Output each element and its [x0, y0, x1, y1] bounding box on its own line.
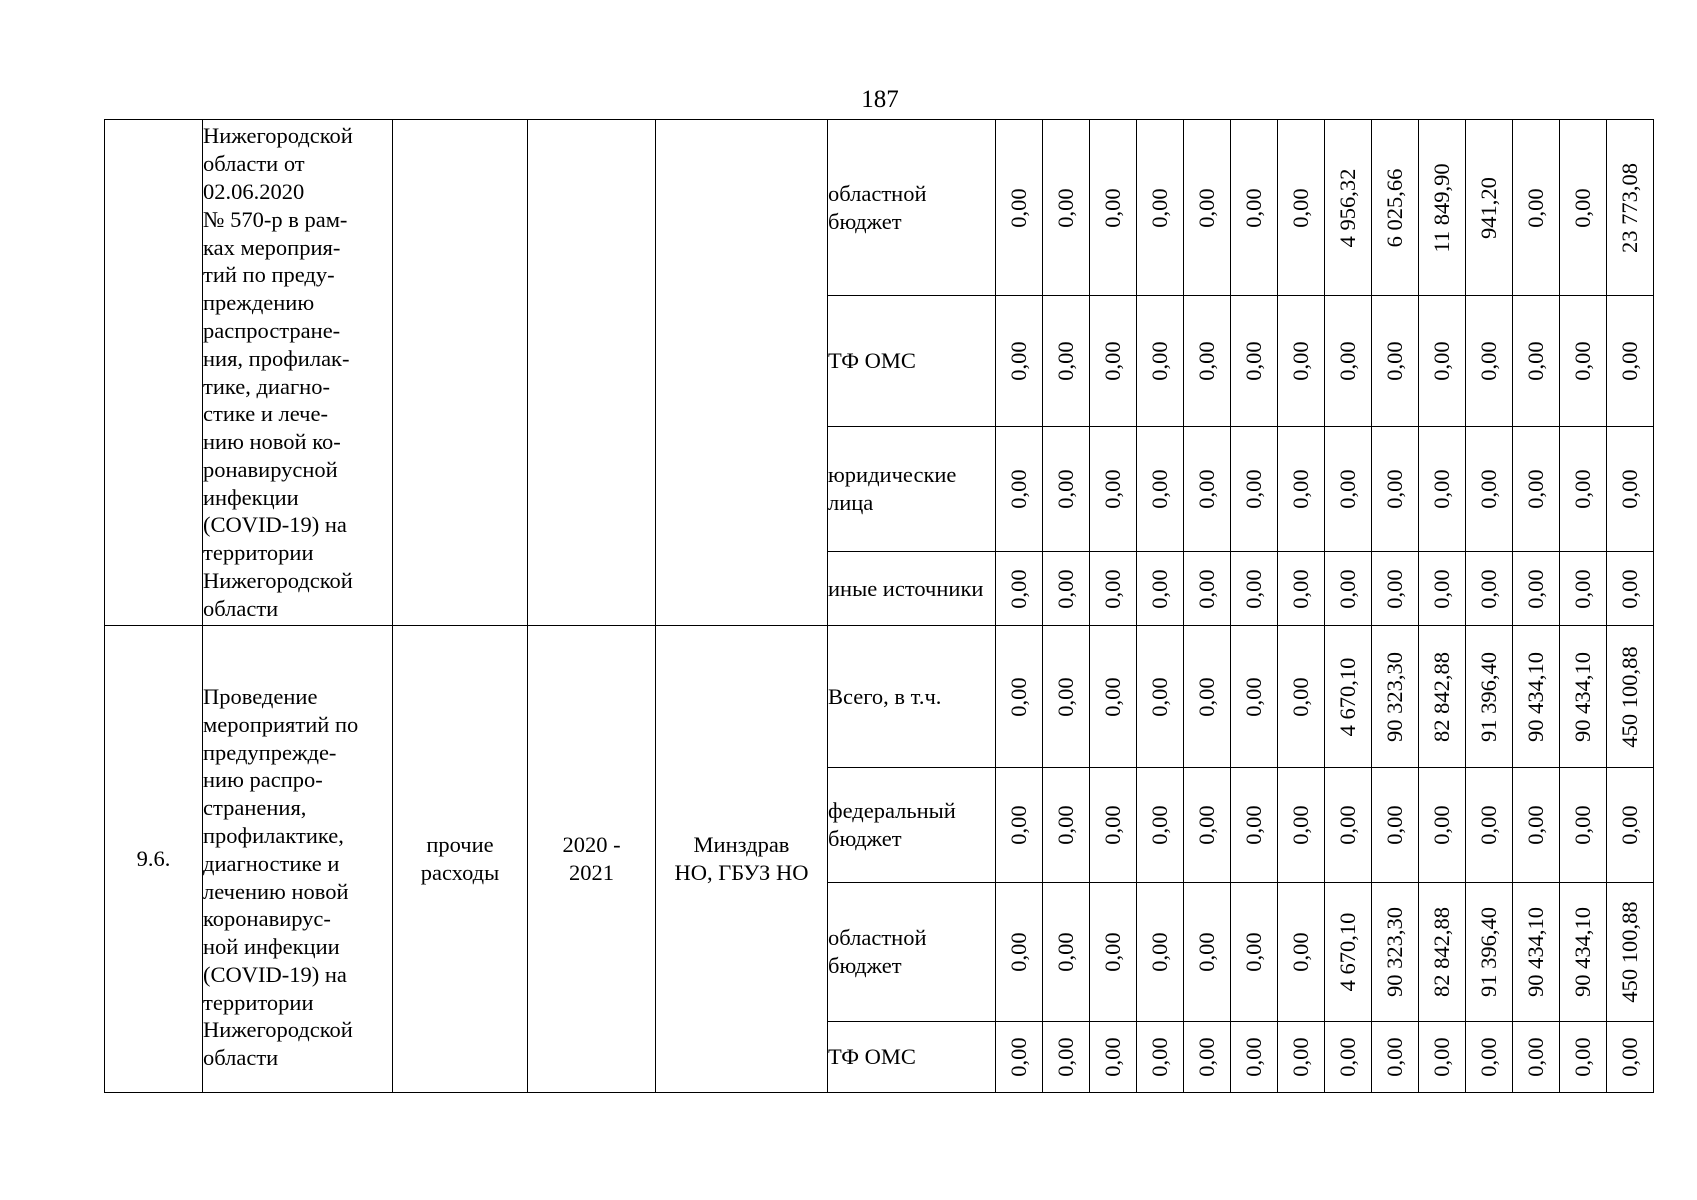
amount-value: 0,00 [1570, 469, 1595, 509]
amount-value: 0,00 [1241, 932, 1266, 972]
amount-value: 0,00 [1006, 568, 1031, 609]
amount-cell [1090, 1022, 1137, 1093]
amount-cell [1372, 552, 1419, 626]
amount-value: 0,00 [1523, 341, 1548, 381]
amount-cell [1560, 427, 1607, 552]
amount-value: 0,00 [1617, 1037, 1642, 1077]
amount-value: 0,00 [1194, 469, 1219, 509]
amount-value: 0,00 [1006, 341, 1031, 381]
amount-value: 0,00 [1523, 187, 1548, 228]
amount-cell [1043, 883, 1090, 1022]
amount-value: 0,00 [1241, 568, 1266, 609]
amount-cell [1043, 120, 1090, 296]
amount-value: 450 100,88 [1617, 645, 1642, 748]
amount-value: 0,00 [1053, 676, 1078, 717]
item-number-cell [105, 120, 203, 626]
measure-name-cell [203, 626, 393, 1093]
amount-cell [1419, 1022, 1466, 1093]
amount-cell [1325, 296, 1372, 427]
amount-value: 0,00 [1100, 805, 1125, 845]
amount-cell [1419, 427, 1466, 552]
amount-value: 82 842,88 [1429, 907, 1454, 997]
amount-value: 0,00 [1147, 932, 1172, 972]
amount-value: 0,00 [1288, 187, 1313, 228]
amount-cell [1607, 120, 1654, 296]
amount-cell [1466, 427, 1513, 552]
amount-value: 90 323,30 [1382, 651, 1407, 742]
amount-value: 0,00 [1570, 1037, 1595, 1077]
amount-value: 0,00 [1053, 469, 1078, 509]
amount-value: 0,00 [1570, 187, 1595, 228]
amount-value: 0,00 [1100, 568, 1125, 609]
funding-source-cell: федеральный бюджет [828, 768, 996, 883]
period-cell: 2020 - 2021 [528, 626, 656, 1093]
amount-value: 0,00 [1476, 568, 1501, 609]
amount-value: 0,00 [1194, 187, 1219, 228]
amount-value: 0,00 [1429, 1037, 1454, 1077]
amount-value: 0,00 [1241, 805, 1266, 845]
amount-value: 90 434,10 [1523, 651, 1548, 742]
amount-cell [1231, 626, 1278, 768]
amount-cell [1043, 552, 1090, 626]
amount-cell [1372, 1022, 1419, 1093]
amount-cell [1560, 626, 1607, 768]
amount-cell [1184, 768, 1231, 883]
expense-type-cell: прочие расходы [393, 626, 528, 1093]
measure-name-text: Проведение мероприятий по предупрежде- нию распро- странения, профилактике, диагностике и лечению новой коронавирус- ной инфекции (COVID-19) на территории Нижегородской области [203, 683, 359, 1071]
amount-value: 0,00 [1241, 341, 1266, 381]
amount-cell [1090, 883, 1137, 1022]
amount-value: 90 434,10 [1570, 907, 1595, 997]
funding-source-cell: ТФ ОМС [828, 296, 996, 427]
measure-name-cell [203, 120, 393, 626]
amount-value: 0,00 [1570, 341, 1595, 381]
amount-cell [1325, 768, 1372, 883]
amount-cell [1137, 552, 1184, 626]
amount-cell [1419, 768, 1466, 883]
amount-cell [1419, 552, 1466, 626]
page-number: 187 [861, 86, 899, 113]
amount-value: 0,00 [1382, 341, 1407, 381]
amount-cell [1466, 626, 1513, 768]
amount-cell [1278, 1022, 1325, 1093]
amount-value: 0,00 [1476, 341, 1501, 381]
amount-value: 0,00 [1288, 932, 1313, 972]
amount-cell [1466, 883, 1513, 1022]
amount-value: 4 956,32 [1335, 168, 1360, 247]
amount-value: 0,00 [1147, 187, 1172, 228]
amount-value: 0,00 [1100, 187, 1125, 228]
amount-value: 0,00 [1288, 568, 1313, 609]
amount-value: 90 434,10 [1523, 907, 1548, 997]
amount-cell [1419, 883, 1466, 1022]
amount-cell [1231, 1022, 1278, 1093]
funding-source-cell: ТФ ОМС [828, 1022, 996, 1093]
amount-value: 0,00 [1335, 341, 1360, 381]
amount-value: 0,00 [1194, 1037, 1219, 1077]
amount-value: 0,00 [1288, 805, 1313, 845]
amount-cell [1372, 120, 1419, 296]
funding-source-cell: Всего, в т.ч. [828, 626, 996, 768]
amount-value: 0,00 [1382, 1037, 1407, 1077]
amount-value: 11 849,90 [1429, 162, 1454, 253]
amount-cell [1419, 120, 1466, 296]
amount-value: 0,00 [1523, 469, 1548, 509]
amount-value: 0,00 [1476, 805, 1501, 845]
table-row [105, 120, 1654, 296]
amount-cell [1090, 626, 1137, 768]
amount-cell [1184, 1022, 1231, 1093]
amount-cell [996, 552, 1043, 626]
amount-cell [1231, 296, 1278, 427]
amount-value: 0,00 [1053, 1037, 1078, 1077]
amount-cell [1043, 1022, 1090, 1093]
amount-value: 0,00 [1335, 805, 1360, 845]
amount-value: 0,00 [1241, 469, 1266, 509]
amount-value: 0,00 [1523, 568, 1548, 609]
funding-source-cell: иные источники [828, 552, 996, 626]
amount-value: 0,00 [1335, 469, 1360, 509]
amount-cell [1090, 552, 1137, 626]
amount-cell [1513, 1022, 1560, 1093]
amount-cell [1466, 120, 1513, 296]
amount-cell [1278, 296, 1325, 427]
funding-source-cell: областной бюджет [828, 883, 996, 1022]
amount-cell [1513, 883, 1560, 1022]
funding-source-cell: областной бюджет [828, 120, 996, 296]
amount-cell [1137, 883, 1184, 1022]
amount-cell [1372, 296, 1419, 427]
amount-cell [1184, 120, 1231, 296]
amount-cell [996, 296, 1043, 427]
amount-value: 0,00 [1147, 568, 1172, 609]
amount-value: 0,00 [1570, 568, 1595, 609]
amount-cell [1278, 768, 1325, 883]
amount-value: 0,00 [1100, 1037, 1125, 1077]
amount-value: 0,00 [1429, 469, 1454, 509]
amount-cell [1090, 120, 1137, 296]
amount-value: 0,00 [1617, 568, 1642, 609]
amount-value: 0,00 [1053, 568, 1078, 609]
amount-cell [1560, 1022, 1607, 1093]
amount-cell [1466, 552, 1513, 626]
amount-value: 0,00 [1288, 341, 1313, 381]
amount-cell [1278, 883, 1325, 1022]
amount-value: 0,00 [1194, 568, 1219, 609]
amount-cell [1137, 427, 1184, 552]
amount-value: 0,00 [1429, 341, 1454, 381]
amount-cell [996, 427, 1043, 552]
amount-value: 0,00 [1288, 676, 1313, 717]
amount-value: 0,00 [1288, 1037, 1313, 1077]
amount-value: 82 842,88 [1429, 651, 1454, 742]
amount-value: 0,00 [1523, 805, 1548, 845]
amount-value: 0,00 [1053, 341, 1078, 381]
amount-cell [1560, 883, 1607, 1022]
amount-value: 0,00 [1006, 187, 1031, 228]
amount-value: 4 670,10 [1335, 912, 1360, 992]
amount-cell [1137, 1022, 1184, 1093]
amount-value: 0,00 [1476, 469, 1501, 509]
amount-cell [1184, 296, 1231, 427]
amount-cell [1513, 427, 1560, 552]
amount-cell [1184, 883, 1231, 1022]
amount-cell [1325, 427, 1372, 552]
amount-value: 0,00 [1382, 469, 1407, 509]
amount-value: 0,00 [1006, 1037, 1031, 1077]
amount-value: 0,00 [1147, 341, 1172, 381]
amount-cell [1043, 626, 1090, 768]
amount-cell [1231, 120, 1278, 296]
amount-cell [1137, 120, 1184, 296]
amount-value: 0,00 [1617, 805, 1642, 845]
amount-value: 0,00 [1100, 341, 1125, 381]
amount-cell [1372, 427, 1419, 552]
amount-value: 6 025,66 [1382, 168, 1407, 247]
amount-cell [1466, 1022, 1513, 1093]
amount-value: 0,00 [1241, 1037, 1266, 1077]
amount-value: 90 323,30 [1382, 907, 1407, 997]
amount-value: 0,00 [1006, 676, 1031, 717]
amount-cell [1560, 120, 1607, 296]
amount-cell [1513, 120, 1560, 296]
amount-value: 0,00 [1100, 469, 1125, 509]
amount-cell [1184, 626, 1231, 768]
amount-cell [1137, 296, 1184, 427]
amount-value: 4 670,10 [1335, 657, 1360, 736]
amount-cell [1043, 296, 1090, 427]
amount-cell [1513, 768, 1560, 883]
amount-cell [1231, 883, 1278, 1022]
amount-value: 0,00 [1335, 568, 1360, 609]
table-row [105, 626, 1654, 768]
amount-cell [1043, 768, 1090, 883]
amount-value: 0,00 [1006, 469, 1031, 509]
amount-cell [1419, 296, 1466, 427]
amount-value: 450 100,88 [1617, 901, 1642, 1003]
amount-value: 0,00 [1429, 568, 1454, 609]
amount-value: 0,00 [1382, 805, 1407, 845]
amount-cell [1513, 626, 1560, 768]
amount-value: 0,00 [1053, 187, 1078, 228]
amount-value: 0,00 [1476, 1037, 1501, 1077]
amount-cell [1607, 296, 1654, 427]
amount-cell [1607, 768, 1654, 883]
amount-cell [1137, 768, 1184, 883]
amount-value: 0,00 [1241, 187, 1266, 228]
amount-value: 0,00 [1053, 932, 1078, 972]
amount-cell [1372, 883, 1419, 1022]
amount-cell [1231, 768, 1278, 883]
amount-cell [1184, 552, 1231, 626]
budget-table [104, 119, 1654, 1093]
amount-cell [1231, 552, 1278, 626]
amount-cell [1278, 427, 1325, 552]
amount-value: 0,00 [1241, 676, 1266, 717]
amount-value: 0,00 [1194, 676, 1219, 717]
amount-value: 0,00 [1194, 805, 1219, 845]
amount-value: 0,00 [1382, 568, 1407, 609]
amount-cell [1325, 552, 1372, 626]
period-cell [528, 120, 656, 626]
amount-cell [1278, 120, 1325, 296]
amount-value: 0,00 [1147, 805, 1172, 845]
amount-value: 0,00 [1617, 341, 1642, 381]
amount-value: 90 434,10 [1570, 651, 1595, 742]
amount-cell [1325, 120, 1372, 296]
amount-cell [996, 1022, 1043, 1093]
amount-cell [1466, 296, 1513, 427]
amount-value: 91 396,40 [1476, 907, 1501, 997]
amount-cell [1090, 296, 1137, 427]
amount-cell [996, 768, 1043, 883]
executor-cell: Минздрав НО, ГБУЗ НО [656, 626, 828, 1093]
amount-value: 0,00 [1053, 805, 1078, 845]
amount-value: 0,00 [1100, 676, 1125, 717]
amount-cell [1325, 883, 1372, 1022]
amount-cell [1560, 296, 1607, 427]
amount-value: 941,20 [1476, 176, 1501, 239]
amount-cell [1419, 626, 1466, 768]
amount-cell [1137, 626, 1184, 768]
amount-cell [1372, 768, 1419, 883]
amount-cell [1607, 427, 1654, 552]
amount-value: 0,00 [1335, 1037, 1360, 1077]
amount-cell [1513, 296, 1560, 427]
amount-value: 0,00 [1147, 469, 1172, 509]
amount-cell [996, 883, 1043, 1022]
amount-value: 0,00 [1006, 932, 1031, 972]
amount-value: 0,00 [1617, 469, 1642, 509]
amount-cell [1090, 427, 1137, 552]
amount-cell [1278, 626, 1325, 768]
amount-cell [1090, 768, 1137, 883]
amount-cell [1325, 1022, 1372, 1093]
amount-cell [1607, 552, 1654, 626]
amount-cell [1043, 427, 1090, 552]
amount-value: 0,00 [1288, 469, 1313, 509]
amount-value: 23 773,08 [1617, 162, 1642, 253]
amount-value: 0,00 [1523, 1037, 1548, 1077]
amount-value: 0,00 [1194, 341, 1219, 381]
amount-value: 0,00 [1147, 676, 1172, 717]
amount-value: 91 396,40 [1476, 651, 1501, 742]
amount-cell [1607, 1022, 1654, 1093]
amount-value: 0,00 [1100, 932, 1125, 972]
amount-cell [996, 626, 1043, 768]
amount-cell [1560, 552, 1607, 626]
executor-cell [656, 120, 828, 626]
amount-value: 0,00 [1147, 1037, 1172, 1077]
amount-value: 0,00 [1194, 932, 1219, 972]
item-number-cell: 9.6. [105, 626, 203, 1093]
measure-name-text: Нижегородской области от 02.06.2020 № 570-р в рам- ках мероприя- тий по преду- преждению распростране- ния, профилак- тике, диагно- стике и лече- нию новой ко- ронавирусной инфекции (COVID-19) на территории Нижегородской области [203, 123, 353, 621]
amount-cell [1231, 427, 1278, 552]
funding-source-cell: юридические лица [828, 427, 996, 552]
amount-cell [1278, 552, 1325, 626]
amount-cell [1325, 626, 1372, 768]
amount-cell [1607, 626, 1654, 768]
amount-value: 0,00 [1006, 805, 1031, 845]
amount-cell [1560, 768, 1607, 883]
amount-cell [1466, 768, 1513, 883]
expense-type-cell [393, 120, 528, 626]
amount-cell [1372, 626, 1419, 768]
amount-cell [996, 120, 1043, 296]
amount-value: 0,00 [1570, 805, 1595, 845]
amount-value: 0,00 [1429, 805, 1454, 845]
amount-cell [1513, 552, 1560, 626]
amount-cell [1607, 883, 1654, 1022]
amount-cell [1184, 427, 1231, 552]
